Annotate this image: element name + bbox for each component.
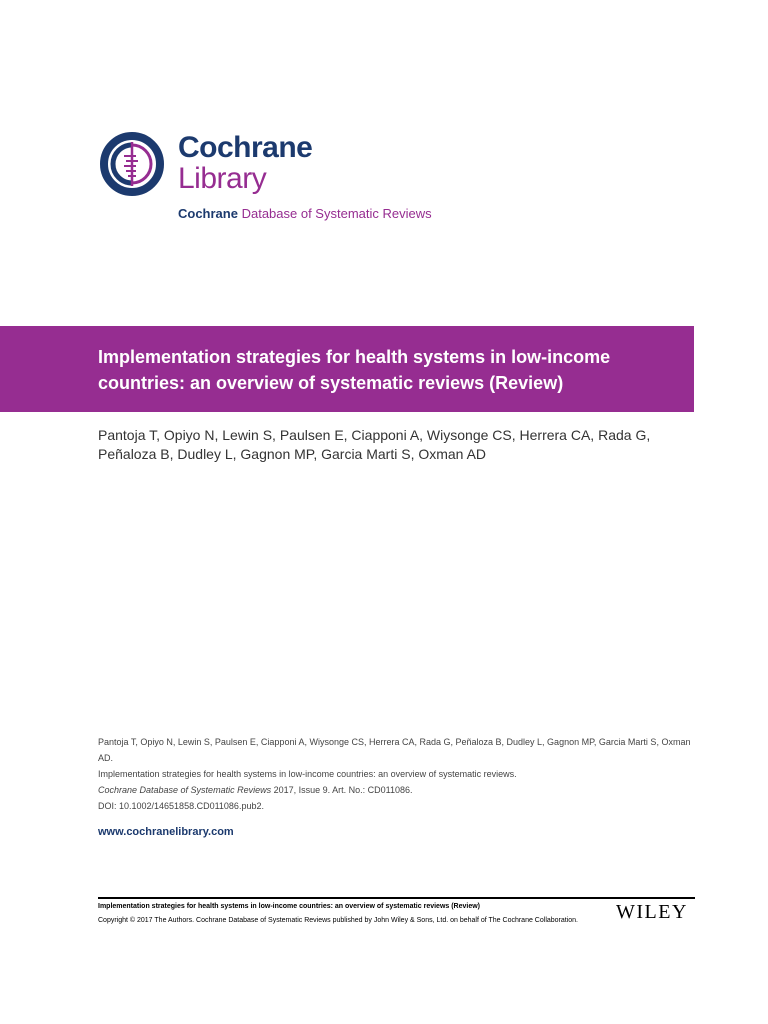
citation-source bbox=[98, 782, 696, 798]
database-text: Database of Systematic Reviews bbox=[241, 206, 432, 221]
logo-wordmark bbox=[178, 132, 312, 194]
review-title: Implementation strategies for health systems in low-income countries: an overview of systematic reviews (Review) bbox=[98, 347, 611, 393]
wiley-logo: WILEY bbox=[616, 901, 688, 923]
authors-list: Pantoja T, Opiyo N, Lewin S, Paulsen E, Ciapponi A, Wiysonge CS, Herrera CA, Rada G, Peñaloza B, Dudley L, Gagnon MP, Garcia Marti S, Oxman AD bbox=[98, 427, 651, 462]
citation-title: Implementation strategies for health systems in low-income countries: an overview of systematic reviews. bbox=[98, 769, 517, 779]
footer-title: Implementation strategies for health systems in low-income countries: an overview of systematic reviews (Review) bbox=[98, 903, 481, 910]
citation-doi: DOI: 10.1002/14651858.CD011086.pub2. bbox=[98, 801, 264, 811]
website-link[interactable]: www.cochranelibrary.com bbox=[98, 826, 234, 838]
citation-authors: Pantoja T, Opiyo N, Lewin S, Paulsen E, Ciapponi A, Wiysonge CS, Herrera CA, Rada G, Peñaloza B, Dudley L, Gagnon MP, Garcia Marti S, Oxman AD. bbox=[98, 737, 691, 763]
footer-divider bbox=[98, 897, 695, 899]
database-brand: Cochrane bbox=[178, 206, 238, 221]
citation-issue: 2017, Issue 9. Art. No.: CD011086. bbox=[271, 785, 413, 795]
citation-block bbox=[98, 734, 696, 814]
citation-journal: Cochrane Database of Systematic Reviews bbox=[98, 785, 272, 795]
logo-word-library: Library bbox=[178, 162, 267, 195]
database-name bbox=[178, 206, 432, 221]
cochrane-logo-icon bbox=[98, 130, 166, 198]
footer-copyright: Copyright © 2017 The Authors. Cochrane Database of Systematic Reviews published by John Wiley & Sons, Ltd. on behalf of The Cochrane Collaboration. bbox=[98, 917, 579, 924]
logo-word-cochrane: Cochrane bbox=[178, 131, 313, 164]
